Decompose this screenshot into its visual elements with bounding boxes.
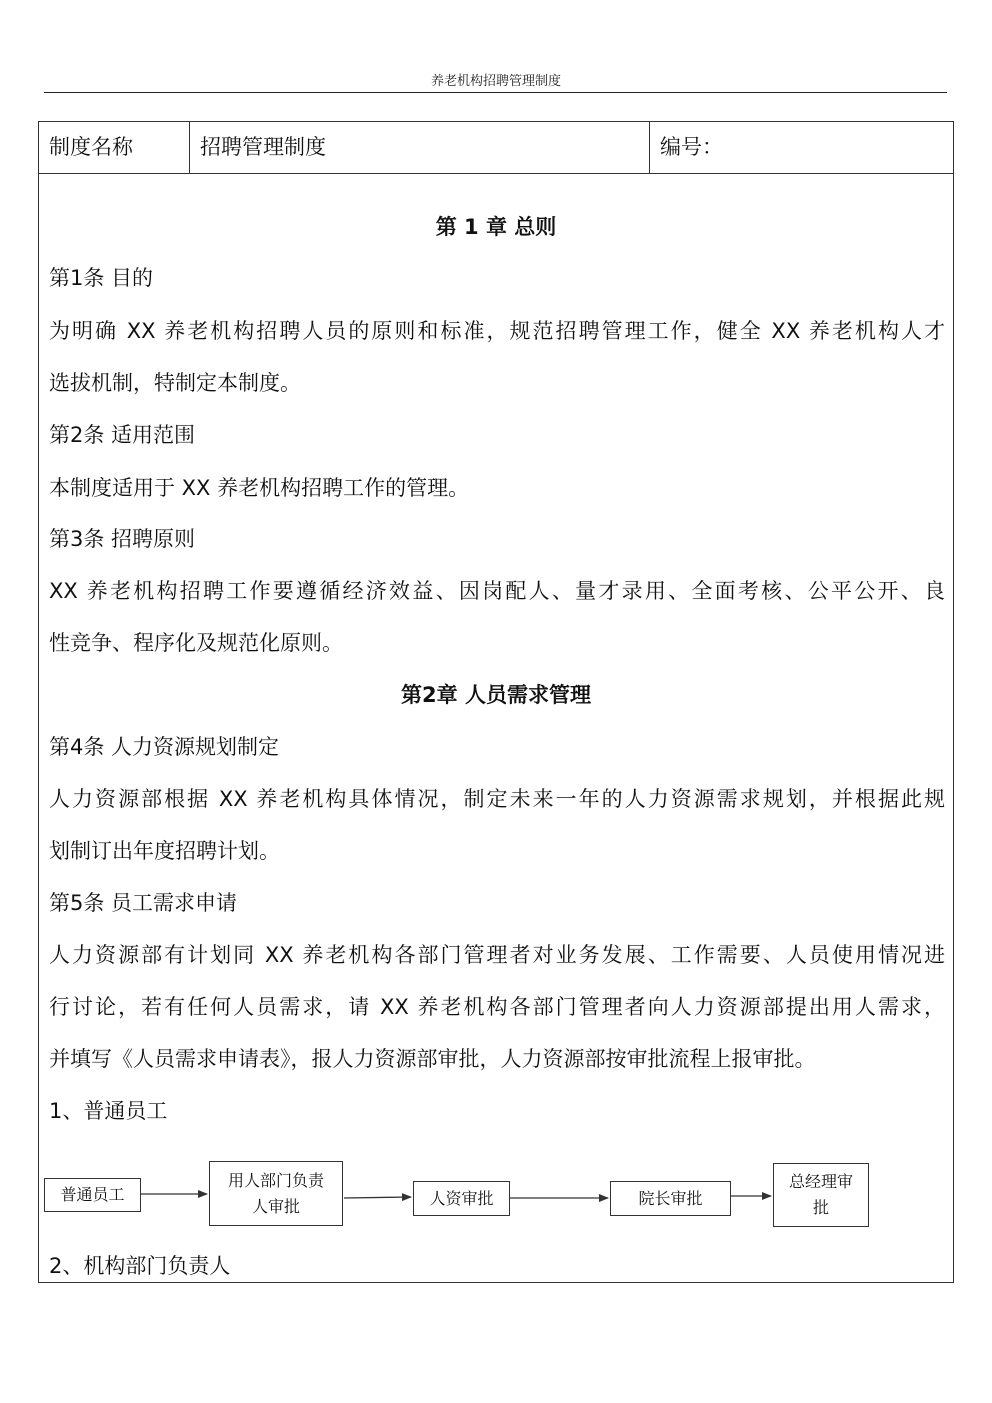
flow-step-dean-line1: 院长审批 [638,1188,703,1208]
article2-line1: 本制度适用于 XX 养老机构招聘工作的管理。 [49,476,470,500]
policy-number-label: 编号： [660,135,723,159]
flow-step-staff-line1: 普通员工 [60,1185,125,1204]
article1-line2: 选拔机制，特制定本制度。 [49,371,301,395]
chapter2-title: 第2章 人员需求管理 [401,683,591,707]
article5-title: 第5条 员工需求申请 [49,891,238,915]
flow-step-gm-line2: 批 [812,1198,829,1217]
flow-step-hr-line1: 人资审批 [429,1188,494,1208]
flow-step-gm-line1: 总经理审 [788,1172,853,1191]
flow2-heading: 2、机构部门负责人 [49,1254,231,1278]
article5-line2: 行讨论，若有任何人员需求，请 XX 养老机构各部门管理者向人力资源部提出用人需求， [49,995,945,1019]
article2-title: 第2条 适用范围 [49,423,196,447]
article4-title: 第4条 人力资源规划制定 [49,735,280,759]
article4-line1: 人力资源部根据 XX 养老机构具体情况，制定未来一年的人力资源需求规划，并根据此规 [49,787,945,811]
flow-step-dept-head-line2: 人审批 [251,1196,300,1216]
article1-title: 第1条 目的 [49,266,154,290]
page-header-title: 养老机构招聘管理制度 [430,74,561,89]
article5-line1: 人力资源部有计划同 XX 养老机构各部门管理者对业务发展、工作需要、人员使用情况进 [49,943,945,967]
flow-arrow-2 [344,1197,411,1198]
policy-name-value: 招聘管理制度 [190,122,650,173]
article1-line1: 为明确 XX 养老机构招聘人员的原则和标准，规范招聘管理工作，健全 XX 养老机构人才 [49,319,945,343]
article3-line1: XX 养老机构招聘工作要遵循经济效益、因岗配人、量才录用、全面考核、公平公开、良 [49,579,945,603]
article5-line3: 并填写《人员需求申请表》，报人力资源部审批，人力资源部按审批流程上报审批。 [49,1047,816,1071]
policy-name-label: 制度名称 [39,122,190,173]
article3-line2: 性竞争、程序化及规范化原则。 [49,631,343,655]
flow-step-dept-head-line1: 用人部门负责 [227,1170,324,1190]
article4-line2: 划制订出年度招聘计划。 [49,839,280,863]
flow1-heading: 1、普通员工 [49,1099,168,1123]
chapter1-title: 第 1 章 总则 [435,215,557,239]
article3-title: 第3条 招聘原则 [49,527,196,551]
